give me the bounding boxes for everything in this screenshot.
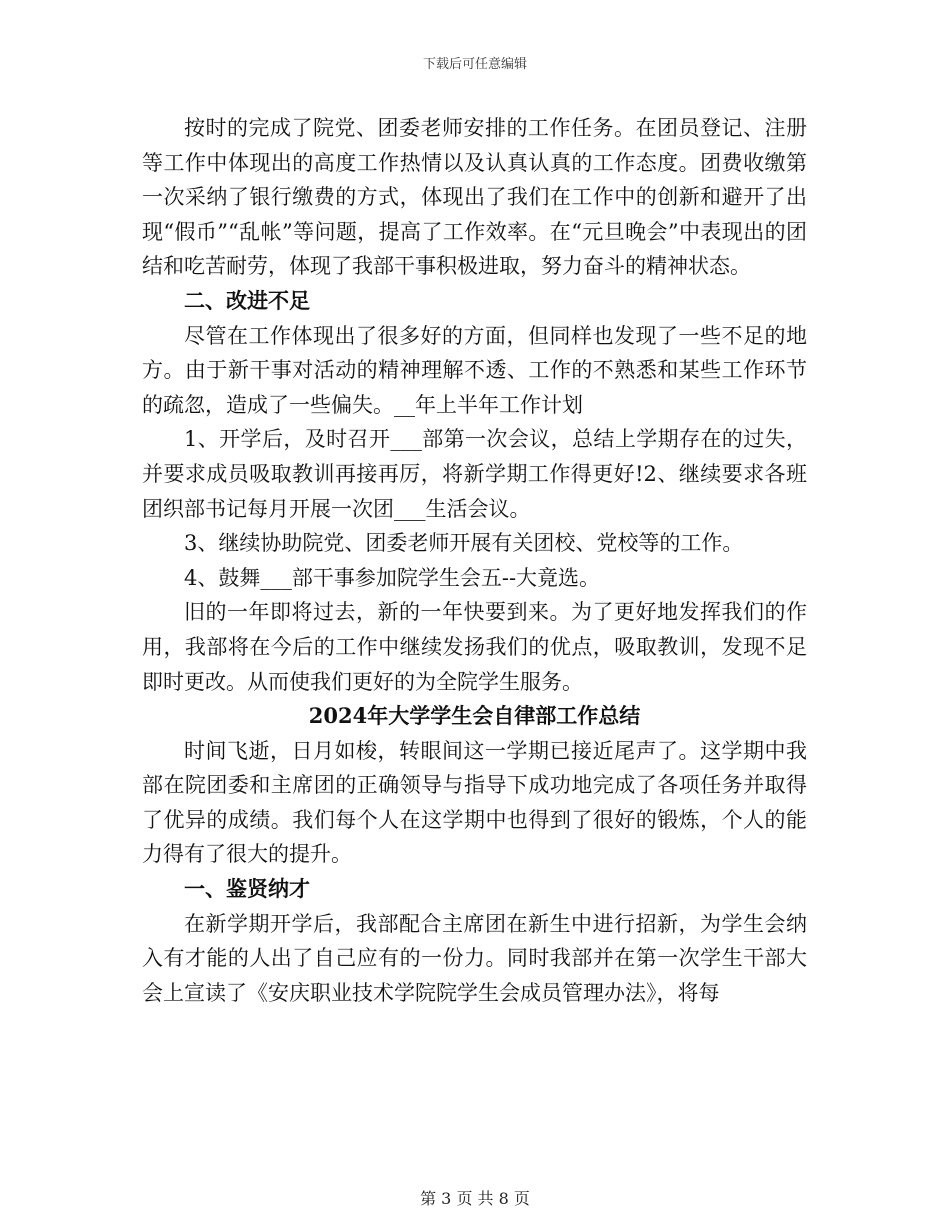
document-title: 2024年大学学生会自律部工作总结 — [308, 703, 641, 729]
paragraph-5: 4、鼓舞___部干事参加院学生会五--大竟选。 — [184, 565, 601, 590]
paragraph-1: 按时的完成了院党、团委老师安排的工作任务。在团员登记、注册等工作中体现出的高度工作热情以及认真认真的工作态度。团费收缴第一次采纳了银行缴费的方式，体现出了我们在工作中的创新和避开了出现“假币”“乱帐”等问题，提高了工作效率。在“元旦晚会”中表现出的团结和吃苦耐劳，体现了我部干事积极进取，努力奋斗的精神状态。 — [142, 116, 807, 279]
paragraph-3: 1、开学后，及时召开___部第一次会议，总结上学期存在的过失，并要求成员吸取教训再接再厉，将新学期工作得更好!2、继续要求各班团织部书记每月开展一次团___生活会议。 — [142, 427, 807, 521]
paragraph-8: 在新学期开学后，我部配合主席团在新生中进行招新，为学生会纳入有才能的人出了自己应有的一份力。同时我部并在第一次学生干部大会上宣读了《安庆职业技术学院院学生会成员管理办法》，将每 — [142, 911, 807, 1005]
page-footer: 第 3 页 共 8 页 — [420, 1189, 530, 1208]
document-body — [142, 111, 807, 1010]
section-heading-improvements: 二、改进不足 — [184, 287, 310, 313]
paragraph-4: 3、继续协助院党、团委老师开展有关团校、党校等的工作。 — [184, 531, 744, 556]
paragraph-2: 尽管在工作体现出了很多好的方面，但同样也发现了一些不足的地方。由于新干事对活动的精神理解不透、工作的不熟悉和某些工作环节的疏忽，造成了一些偏失。__年上半年工作计划 — [142, 323, 807, 417]
paragraph-6: 旧的一年即将过去，新的一年快要到来。为了更好地发挥我们的作用，我部将在今后的工作中继续发扬我们的优点，吸取教训，发现不足即时更改。从而使我们更好的为全院学生服务。 — [142, 600, 807, 694]
paragraph-7: 时间飞逝，日月如梭，转眼间这一学期已接近尾声了。这学期中我部在院团委和主席团的正确领导与指导下成功地完成了各项任务并取得了优异的成绩。我们每个人在这学期中也得到了很好的锻炼，个人的能力得有了很大的提升。 — [142, 738, 807, 867]
page-header: 下载后可任意编辑 — [422, 57, 527, 72]
section-heading-recruitment: 一、鉴贤纳才 — [184, 876, 310, 902]
